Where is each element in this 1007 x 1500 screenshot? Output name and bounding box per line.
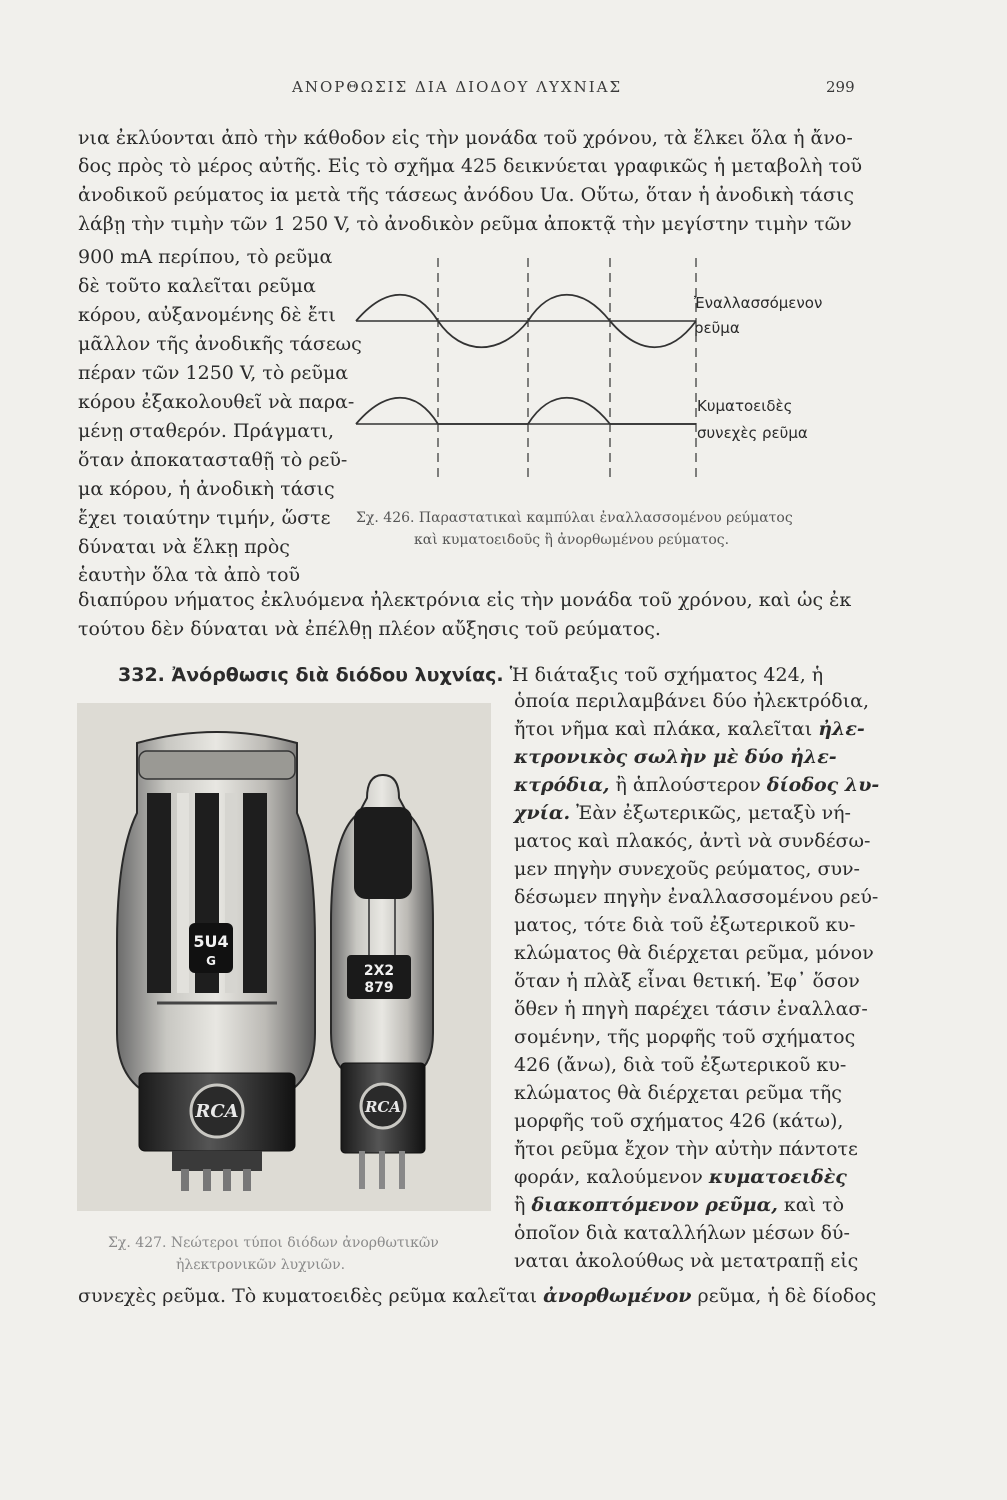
text-line: μορφῆς τοῦ σχήματος 426 (κάτω), [514,1110,844,1132]
text-line: πέραν τῶν 1250 V, τὸ ρεῦμα [78,362,349,384]
term-span: ἠλε- [818,718,865,740]
text-span: ἤτοι νῆμα καὶ πλάκα, καλεῖται [514,718,813,740]
text-line: 426 (ἄνω), διὰ τοῦ ἐξωτερικοῦ κυ- [514,1054,847,1076]
text-span: Ἐὰν ἐξωτερικῶς, μεταξὺ νή- [576,802,851,824]
figure-427-caption-cont: ἠλεκτρονικῶν λυχνιῶν. [176,1257,346,1273]
page-number: 299 [826,78,855,96]
text-line: ὅταν ἡ πλὰξ εἶναι θετική. Ἐφ᾽ ὅσον [514,970,860,992]
section-heading: 332. Ἀνόρθωσις διὰ διόδου λυχνίας. [118,664,504,686]
text-line [514,716,865,742]
tube-5u4g [117,732,315,1191]
text-line [514,1164,847,1190]
text-span: καὶ τὸ [783,1194,845,1216]
tube2-label-2: 879 [364,980,394,996]
text-span: φοράν, καλούμενον [514,1166,703,1188]
text-line: κλώματος θὰ διέρχεται ρεῦμα τῆς [514,1082,842,1104]
text-line [78,1283,876,1309]
text-line: ἔχει τοιαύτην τιμήν, ὥστε [78,507,331,529]
text-line: νια ἐκλύονται ἀπὸ τὴν κάθοδον εἰς τὴν μονάδα τοῦ χρόνου, τὰ ἕλκει ὅλα ἡ ἄνο- [78,127,853,149]
text-span: Ἡ διάταξις τοῦ σχήματος 424, ἡ [509,664,824,686]
figure-426-caption: Σχ. 426. Παραστατικαὶ καμπύλαι ἐναλλασσομένου ρεύματος [356,510,793,526]
rca-logo-1: RCA [195,1101,239,1122]
term-span: κτρόδια, [514,774,610,796]
text-line [514,772,879,798]
text-line: ματος, τότε διὰ τοῦ ἐξωτερικοῦ κυ- [514,914,856,936]
text-line: μα κόρου, ἡ ἀνοδικὴ τάσις [78,478,335,500]
text-line: κόρου, αὐξανομένης δὲ ἔτι [78,304,336,326]
text-line: μένῃ σταθερόν. Πράγματι, [78,420,335,442]
text-line: ὅθεν ἡ πηγὴ παρέχει τάσιν ἐναλλασ- [514,998,868,1020]
text-span: συνεχὲς ρεῦμα. Τὸ κυματοειδὲς ρεῦμα καλεῖται [78,1285,538,1307]
text-line: δέσωμεν πηγὴν ἐναλλασσομένου ρεύ- [514,886,879,908]
rca-logo-2: RCA [364,1098,402,1116]
text-line: δύναται νὰ ἕλκῃ πρὸς [78,536,290,558]
label-alternating-1: Ἐναλλασσόμενον [694,294,823,312]
tube1-label-2: G [206,954,216,968]
label-alternating-2: ρεῦμα [694,319,740,337]
text-line: μεν πηγὴν συνεχοῦς ρεύματος, συν- [514,858,860,880]
term-span: δίοδος λυ- [766,774,880,796]
text-line: τούτου δὲν δύναται νὰ ἐπέλθῃ πλέον αὔξησις τοῦ ρεύματος. [78,618,661,640]
term-span: κυματοειδὲς [708,1166,847,1188]
text-line: ἑαυτὴν ὅλα τὰ ἀπὸ τοῦ [78,564,301,586]
figure-427-caption: Σχ. 427. Νεώτεροι τύποι διόδων ἀνορθωτικῶν [108,1235,439,1251]
text-line: σομένην, τῆς μορφῆς τοῦ σχήματος [514,1026,856,1048]
figure-427-photo [77,703,491,1211]
text-line: ὁποία περιλαμβάνει δύο ἠλεκτρόδια, [514,690,870,712]
section-heading-line [118,662,823,688]
text-line: κόρου ἐξακολουθεῖ νὰ παρα- [78,391,355,413]
text-line [514,1192,844,1218]
label-rectified-1: Κυματοειδὲς [697,397,793,415]
text-span: ἢ ἁπλούστερον [615,774,761,796]
tube1-label-1: 5U4 [193,932,229,951]
term-span: ἀνορθωμένον [543,1285,692,1307]
text-span: ἢ [514,1194,526,1216]
text-line: ἤτοι ρεῦμα ἔχον τὴν αὐτὴν πάντοτε [514,1138,858,1160]
rectified-wave [356,398,696,424]
text-span: ρεῦμα, ἡ δὲ δίοδος [697,1285,877,1307]
text-line: ναται ἀκολούθως νὰ μετατραπῇ εἰς [514,1250,859,1272]
label-rectified-2: συνεχὲς ρεῦμα [697,424,808,442]
term-span: διακοπτόμενον ρεῦμα, [531,1194,778,1216]
text-line: δος πρὸς τὸ μέρος αὐτῆς. Εἰς τὸ σχῆμα 425 δεικνύεται γραφικῶς ἡ μεταβολὴ τοῦ [78,155,863,177]
text-line: διαπύρου νήματος ἐκλυόμενα ἠλεκτρόνια εἰς τὴν μονάδα τοῦ χρόνου, καὶ ὡς ἐκ [78,589,852,611]
text-line: ἀνοδικοῦ ρεύματος iα μετὰ τῆς τάσεως ἀνόδου Uα. Οὕτω, ὅταν ἡ ἀνοδικὴ τάσις [78,184,855,206]
text-line [514,800,851,826]
tubes-illustration [77,703,491,1211]
running-head: ΑΝΟΡΘΩΣΙΣ ΔΙΑ ΔΙΟΔΟΥ ΛΥΧΝΙΑΣ [292,78,623,96]
figure-426-waveforms [350,256,710,484]
text-line: μᾶλλον τῆς ἀνοδικῆς τάσεως [78,333,362,355]
text-line: ὁποῖον διὰ καταλλήλων μέσων δύ- [514,1222,850,1244]
text-line: δὲ τοῦτο καλεῖται ρεῦμα [78,275,316,297]
text-line: κλώματος θὰ διέρχεται ρεῦμα, μόνον [514,942,874,964]
text-line: 900 mA περίπου, τὸ ρεῦμα [78,246,333,268]
page-header [0,78,1007,102]
figure-426-caption-cont: καὶ κυματοειδοῦς ἢ ἀνορθωμένου ρεύματος. [414,532,730,548]
term-span: χνία. [514,802,571,824]
text-line: λάβῃ τὴν τιμὴν τῶν 1 250 V, τὸ ἀνοδικὸν ρεῦμα ἀποκτᾷ τὴν μεγίστην τιμὴν τῶν [78,213,852,235]
term-line: κτρονικὸς σωλὴν μὲ δύο ἠλε- [514,746,837,768]
tube2-label-1: 2X2 [363,963,395,979]
text-line: ματος καὶ πλακός, ἀντὶ νὰ συνδέσω- [514,830,871,852]
text-line: ὅταν ἀποκατασταθῇ τὸ ρεῦ- [78,449,348,471]
